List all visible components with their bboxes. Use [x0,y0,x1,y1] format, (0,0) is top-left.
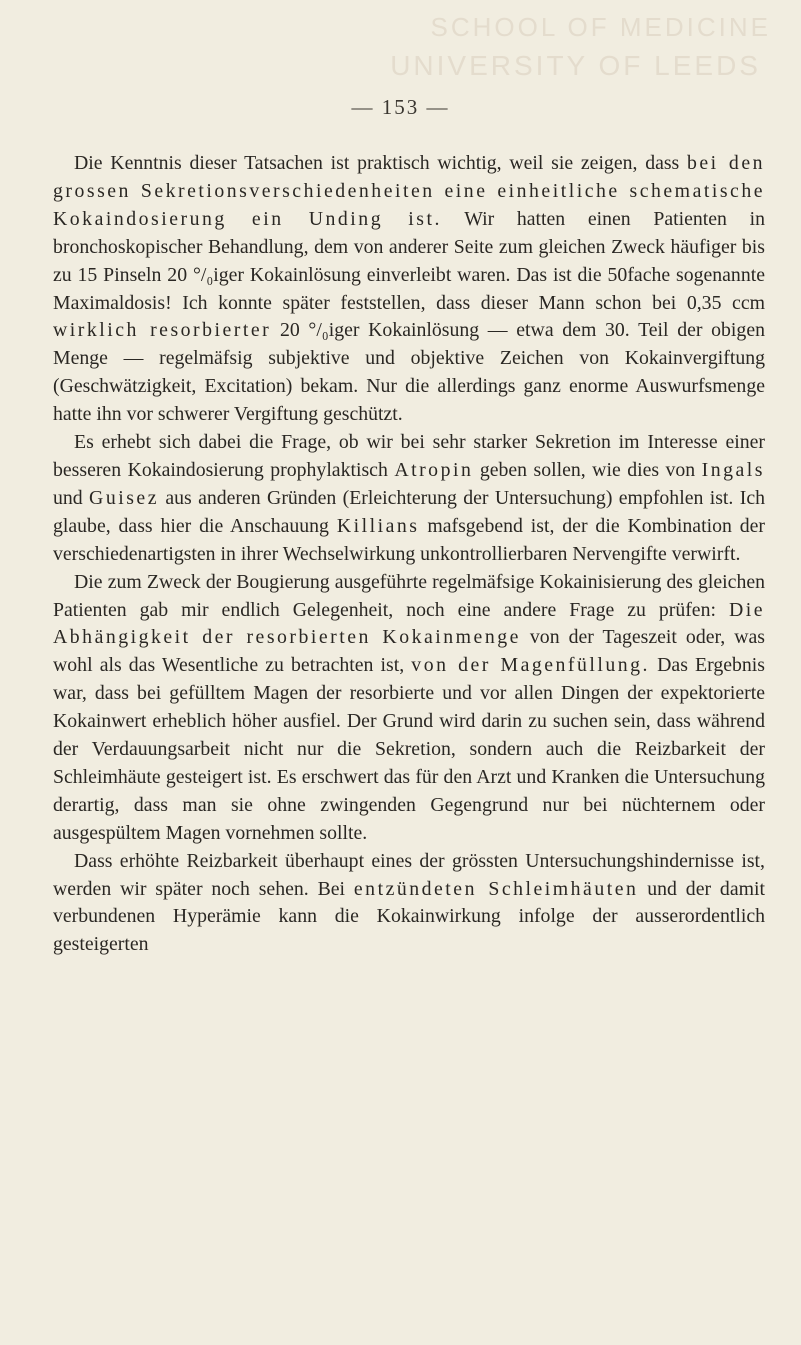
emphasized-text: Die Abhängigkeit der resorbierten Kokainmenge [53,598,765,649]
text-run: 20 °/₀iger Kokainlösung — etwa dem 30. Teil der obigen Menge — regelmäfsig subjektive und objektive Zeichen von Kokainvergiftung (Geschwätzigkeit, Excitation) bekam. Nur die allerdings ganz enorme Auswurfsmenge hatte ihn vor schwerer Vergiftung geschützt. [53,319,765,426]
text-run: und der damit verbundenen Hyperämie kann die Kokainwirkung infolge der ausserordentlich gesteigerten [53,877,765,956]
paragraph [53,429,765,569]
emphasized-text: bei den grossen Sekretionsverschiedenheiten eine einheitliche schematische Kokaindosierung ein Unding ist. [53,152,765,230]
text-run: Das Ergebnis war, dass bei gefülltem Magen der resorbierte und vor allen Dingen der expektorierte Kokainwert erheblich höher ausfiel. Der Grund wird darin zu suchen sein, dass während der Verdauungsarbeit nicht nur die Sekretion, sondern auch die Reizbarkeit der Schleimhäute gesteigert ist. Es erschwert das für den Arzt und Kranken die Untersuchung derartig, dass man sie ohne zwingenden Gegengrund nur bei nüchternem oder ausgespültem Magen vornehmen sollte. [53,654,765,844]
emphasized-text: Killians [336,514,420,537]
text-run: Die zum Zweck der Bougierung ausgeführte regelmäfsige Kokainisierung des gleichen Patienten gab mir endlich Gelegenheit, noch eine andere Frage zu prüfen: [53,570,765,621]
text-run: Es erhebt sich dabei die Frage, ob wir bei sehr starker Sekretion im Interesse einer besseren Kokaindosierung prophylaktisch [53,431,765,481]
emphasized-text: Guisez [89,486,159,509]
text-run: und [53,486,90,509]
text-run: Dass erhöhte Reizbarkeit überhaupt eines der grössten Untersuchungshindernisse ist, werden wir später noch sehen. Bei [53,849,765,900]
text-run: geben sollen, wie dies von [473,458,702,481]
text-run: von der Tageszeit oder, was wohl als das Wesentliche zu betrachten ist, [53,626,766,677]
body-text [53,150,765,959]
emphasized-text: entzündeten Schleimhäuten [353,877,639,900]
text-run: Die Kenntnis dieser Tatsachen ist praktisch wichtig, weil sie zeigen, dass [74,152,688,174]
emphasized-text: von der Magenfüllung. [411,654,651,677]
emphasized-text: Atropin [394,458,474,481]
emphasized-text: wirklich resorbierter [53,319,272,342]
paragraph [53,848,765,960]
paragraph [53,150,765,429]
stamp-line: UNIVERSITY OF LEEDS [390,50,761,82]
text-run: aus anderen Gründen (Erleichterung der Untersuchung) empfohlen ist. Ich glaube, dass hier die Anschauung [53,486,765,537]
library-stamp [351,12,771,83]
paragraph [53,569,765,848]
stamp-line: SCHOOL OF MEDICINE [430,12,771,42]
text-run: Wir hatten einen Patienten in bronchoskopischer Behandlung, dem von anderer Seite zum gleichen Zweck häufiger bis zu 15 Pinseln 20 °/₀iger Kokainlösung einverleibt waren. Das ist die 50fache sogenannte Maximaldosis! Ich konnte später feststellen, dass dieser Mann schon bei 0,35 ccm [53,207,765,314]
page-number: — 153 — [351,95,450,119]
text-run: mafsgebend ist, der die Kombination der verschiedenartigsten in ihrer Wechselwirkung unkontrollierbaren Nervengifte verwirft. [53,514,765,565]
emphasized-text: Ingals [701,458,765,481]
